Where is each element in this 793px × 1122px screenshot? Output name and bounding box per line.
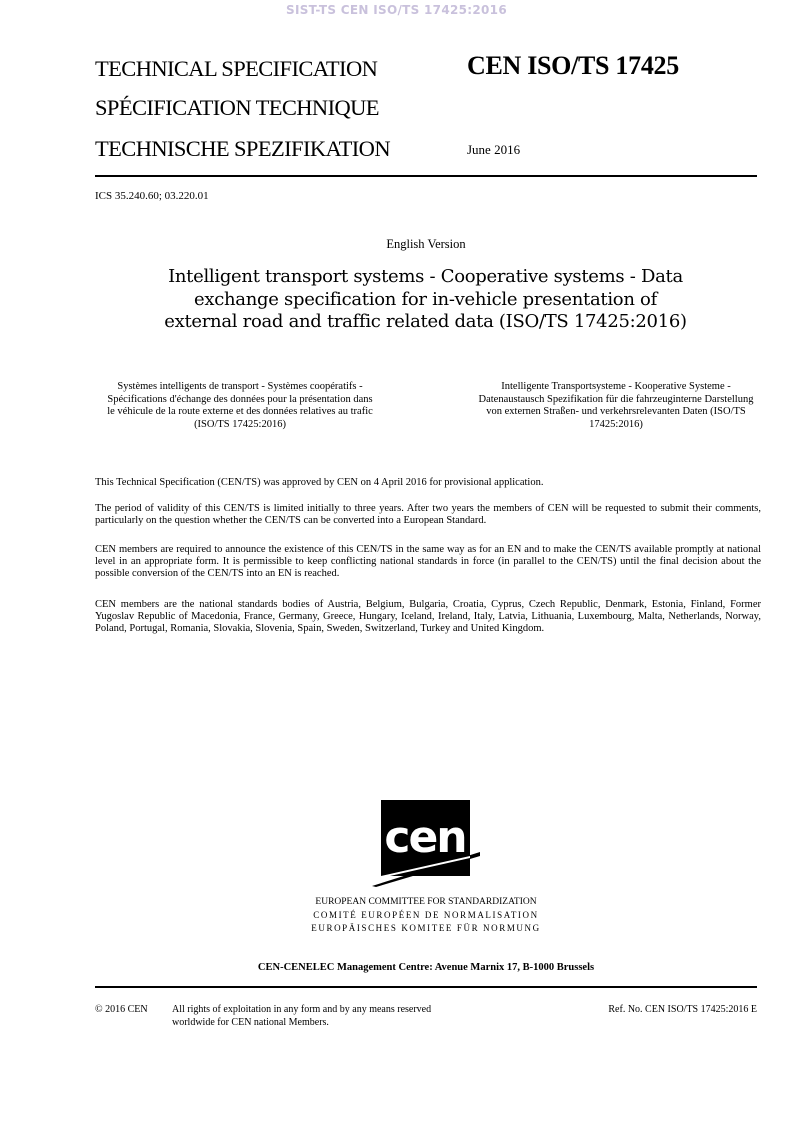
title-french: Systèmes intelligents de transport - Systèmes coopératifs - Spécifications d'échange des données pour la présentation dans le véhicule de la route externe et des données relatives au trafic (ISO/TS 17425:2016) [107,381,373,430]
approval-paragraph: This Technical Specification (CEN/TS) was approved by CEN on 4 April 2016 for provisional application. [95,477,544,488]
org-name-fr: COMITÉ EUROPÉEN DE NORMALISATION [313,910,539,920]
rights-statement [172,1004,431,1029]
version-label: English Version [386,237,466,251]
watermark: SIST-TS CEN ISO/TS 17425:2016 [286,3,507,17]
rights-line-1: All rights of exploitation in any form and by any means reserved [172,1004,432,1015]
document-number: CEN ISO/TS 17425 [467,51,679,80]
title-german: Intelligente Transportsysteme - Kooperative Systeme - Datenaustausch Spezifikation für die fahrzeuginterne Darstellung von externen Straßen- und verkehrsrelevanten Daten (ISO/TS 17425:2016) [478,381,754,430]
header-rule [95,175,757,177]
org-name-de: EUROPÄISCHES KOMITEE FÜR NORMUNG [311,923,541,933]
spec-heading-en: TECHNICAL SPECIFICATION [95,56,378,81]
publication-date: June 2016 [467,142,521,157]
ics-code: ICS 35.240.60; 03.220.01 [95,190,209,202]
cen-logo-icon [372,800,482,888]
logo-text: cen [384,812,466,863]
spec-heading-de: TECHNISCHE SPEZIFIKATION [95,136,390,161]
footer-rule [95,986,757,988]
rights-line-2: worldwide for CEN national Members. [172,1016,329,1028]
announcement-paragraph: CEN members are required to announce the existence of this CEN/TS in the same way as for an EN and to make the CEN/TS available promptly at national level in an appropriate form. It is permissible to keep conflicting national standards in force (in parallel to the CEN/TS) until the final decision about the possible conversion of the CEN/TS into an EN is reached. [95,544,761,580]
main-title: Intelligent transport systems - Cooperative systems - Data exchange specification for in-vehicle presentation of external road and traffic related data (ISO/TS 17425:2016) [164,266,687,332]
reference-number: Ref. No. CEN ISO/TS 17425:2016 E [608,1004,757,1015]
org-name-en: EUROPEAN COMMITTEE FOR STANDARDIZATION [315,897,537,907]
management-centre: CEN-CENELEC Management Centre: Avenue Marnix 17, B-1000 Brussels [257,962,595,973]
spec-heading-fr: SPÉCIFICATION TECHNIQUE [95,95,379,120]
members-paragraph: CEN members are the national standards bodies of Austria, Belgium, Bulgaria, Croatia, Cyprus, Czech Republic, Denmark, Estonia, Finland, Former Yugoslav Republic of Macedonia, France, Germany, Greece, Hungary, Iceland, Ireland, Italy, Latvia, Lithuania, Luxembourg, Malta, Netherlands, Norway, Poland, Portugal, Romania, Slovakia, Slovenia, Spain, Sweden, Switzerland, Turkey and United Kingdom. [95,599,761,635]
copyright: © 2016 CEN [95,1004,148,1015]
validity-paragraph: The period of validity of this CEN/TS is limited initially to three years. After two years the members of CEN will be requested to submit their comments, particularly on the question whether the CEN/TS can be converted into a European Standard. [95,503,761,527]
